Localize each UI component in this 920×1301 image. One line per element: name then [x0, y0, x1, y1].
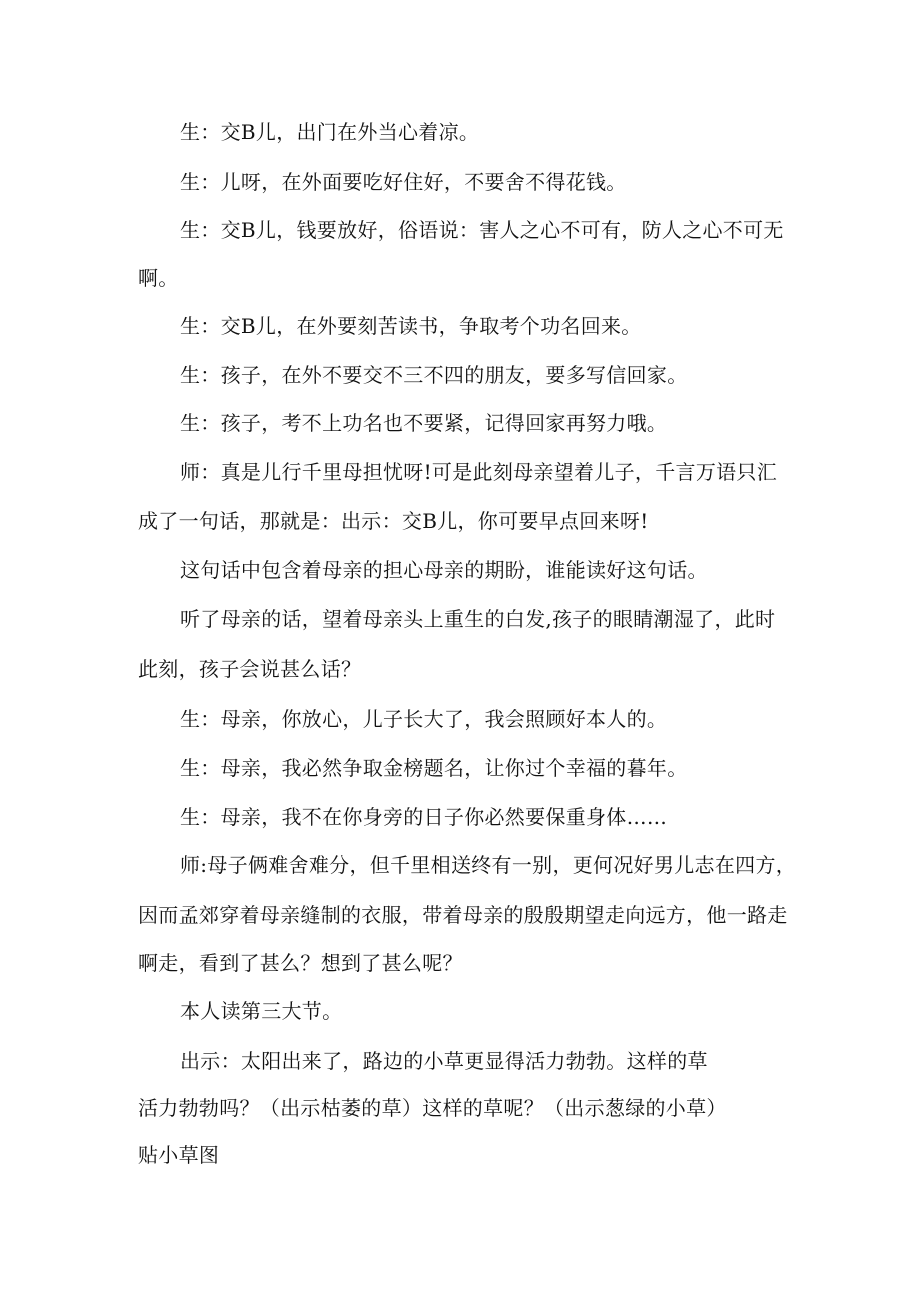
text-line-10: 这句话中包含着母亲的担心母亲的期盼，谁能读好这句话。 [180, 558, 708, 582]
text-line-20: 出示：太阳出来了，路边的小草更显得活力勃勃。这样的草 [180, 1049, 708, 1073]
text-line-5: 生：交B儿，在外要刻苦读书，争取考个功名回来。 [180, 314, 642, 338]
text-line-15: 生：母亲，我不在你身旁的日子你必然要保重身体…… [180, 805, 668, 829]
text-line-9: 成了一句话，那就是：出示：交B儿，你可要早点回来呀! [138, 509, 649, 533]
text-line-14: 生：母亲，我必然争取金榜题名，让你过个幸福的暮年。 [180, 756, 688, 780]
text-line-12: 此刻，孩子会说甚么话？ [138, 657, 362, 681]
text-line-6: 生：孩子，在外不要交不三不四的朋友，要多写信回家。 [180, 363, 688, 387]
text-line-7: 生：孩子，考不上功名也不要紧，记得回家再努力哦。 [180, 411, 668, 435]
text-line-8: 师：真是儿行千里母担忧呀!可是此刻母亲望着儿子，千言万语只汇 [180, 460, 778, 484]
text-line-2: 生：儿呀，在外面要吃好住好，不要舍不得花钱。 [180, 170, 627, 194]
text-line-1: 生：交B儿，出门在外当心着凉。 [180, 120, 480, 144]
text-line-11: 听了母亲的话，望着母亲头上重生的白发,孩子的眼睛潮湿了，此时 [180, 607, 776, 631]
text-line-19: 本人读第三大节。 [180, 999, 343, 1023]
text-line-21: 活力勃勃吗？（出示枯萎的草）这样的草呢？（出示葱绿的小草） [138, 1096, 727, 1120]
text-line-17: 因而孟郊穿着母亲缝制的衣服，带着母亲的殷殷期望走向远方，他一路走 [138, 903, 788, 927]
text-line-16: 师:母子俩难舍难分，但千里相送终有一别，更何况好男儿志在四方， [180, 853, 797, 877]
text-line-18: 啊走，看到了甚么？想到了甚么呢？ [138, 951, 463, 975]
text-line-13: 生：母亲，你放心，儿子长大了，我会照顾好本人的。 [180, 707, 668, 731]
text-line-22: 贴小草图 [138, 1143, 220, 1167]
text-line-3: 生：交B儿，钱要放好，俗语说：害人之心不可有，防人之心不可无 [180, 218, 784, 242]
text-line-4: 啊。 [138, 266, 179, 290]
